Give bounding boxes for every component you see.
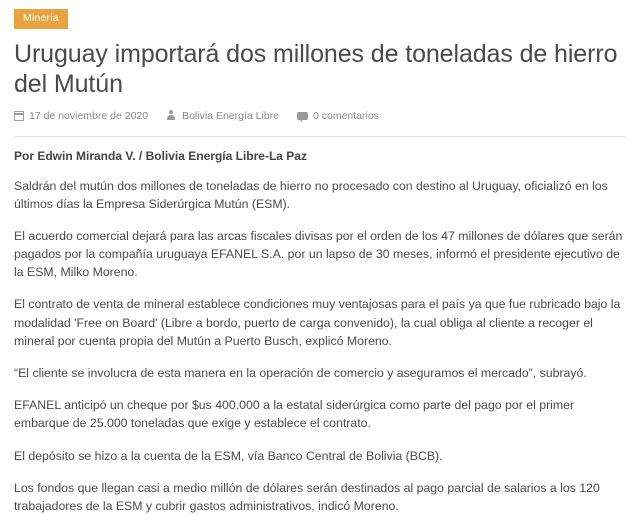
meta-comments[interactable]: [297, 110, 379, 122]
user-icon: [166, 110, 177, 121]
article-meta: [14, 110, 626, 130]
meta-author-text: Bolivia Energía Libre: [182, 110, 279, 122]
paragraph: “El cliente se involucra de esta manera en la operación de comercio y aseguramos el mercado”, subrayó.: [14, 364, 626, 382]
meta-date-text: 17 de noviembre de 2020: [29, 110, 148, 122]
paragraph: Los fondos que llegan casi a medio millón de dólares serán destinados al pago parcial de salarios a los 120 trabajadores de la ESM y cubrir gastos administrativos, indicó Moreno.: [14, 479, 626, 515]
meta-date: [14, 110, 148, 122]
article-body: [14, 177, 626, 515]
category-badge[interactable]: Mineria: [14, 9, 68, 29]
meta-author[interactable]: [166, 110, 279, 122]
paragraph: EFANEL anticipó un cheque por $us 400.000 a la estatal siderúrgica como parte del pago por el primer embarque de 25.000 toneladas que exige y establece el contrato.: [14, 396, 626, 432]
paragraph: Saldrán del mutún dos millones de toneladas de hierro no procesado con destino al Uruguay, oficializó en los últimos días la Empresa Siderúrgica Mutún (ESM).: [14, 177, 626, 213]
byline: Por Edwin Miranda V. / Bolivia Energía Libre-La Paz: [14, 149, 626, 163]
paragraph: El depósito se hizo a la cuenta de la ESM, vía Banco Central de Bolivia (BCB).: [14, 447, 626, 465]
calendar-icon: [14, 111, 24, 121]
paragraph: El acuerdo comercial dejará para las arcas fiscales divisas por el orden de los 47 millones de dólares que serán pagados por la compañía uruguaya EFANEL S.A. por un lapso de 30 meses, informó el presidente ejecutivo de la ESM, Milko Moreno.: [14, 227, 626, 282]
paragraph: El contrato de venta de mineral establece condiciones muy ventajosas para el país ya que fue rubricado bajo la modalidad 'Free on Board' (Libre a bordo, puerto de carga convenido), la cual obliga al cliente a recoger el mineral por cuenta propia del Mutún a Puerto Busch, explicó Moreno.: [14, 295, 626, 350]
divider: [14, 136, 626, 137]
comment-icon: [297, 112, 308, 121]
page-title: Uruguay importará dos millones de toneladas de hierro del Mutún: [14, 39, 626, 100]
meta-comments-text: 0 comentarios: [313, 110, 379, 122]
